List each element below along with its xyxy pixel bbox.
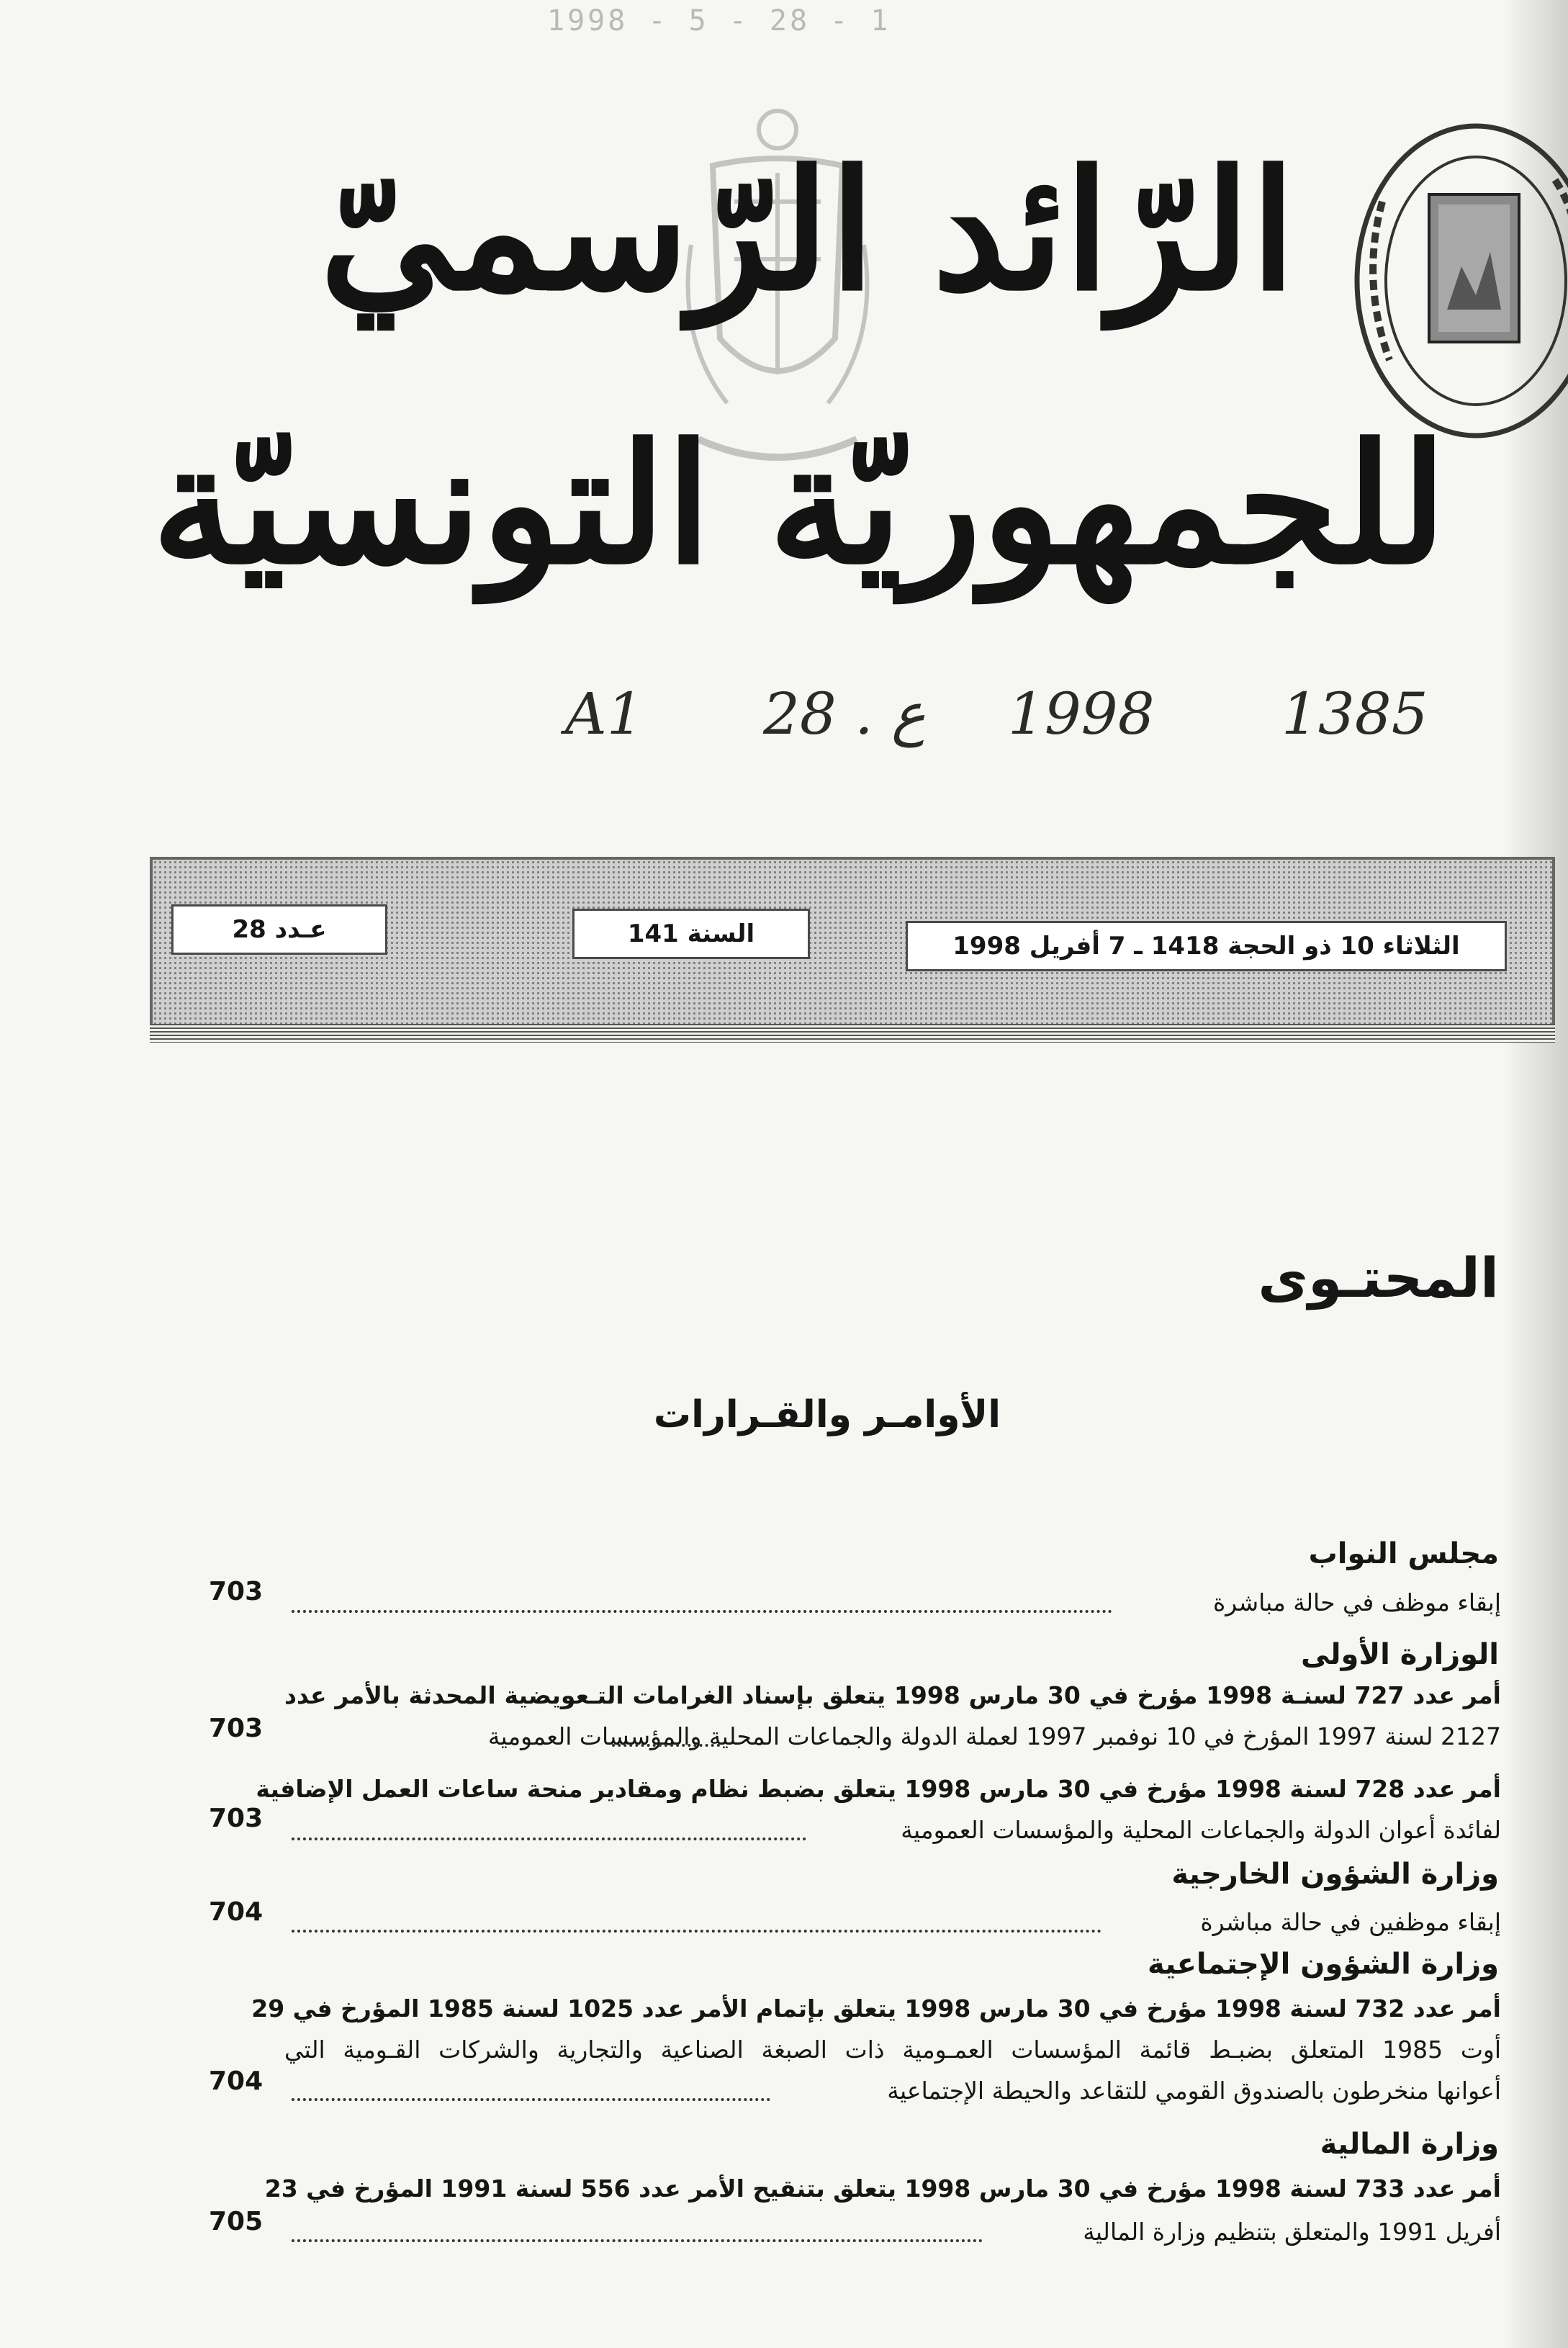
dot-leader — [292, 2236, 983, 2242]
entry-line: إبقاء موظف في حالة مباشرة — [1212, 1588, 1501, 1616]
entry-line: أمر عدد 732 لسنة 1998 مؤرخ في 30 مارس 1998 يتعلق بإتمام الأمر عدد 1025 لسنة 1985 المؤرخ في 29 — [251, 1994, 1501, 2023]
section-title: وزارة المالية — [1320, 2128, 1499, 2161]
page-number: 705 — [209, 2207, 263, 2236]
dot-leader — [292, 1607, 1112, 1613]
gazette-title-line-2: للجمهوريّة التونسيّة — [151, 408, 1447, 601]
handwritten-year: 1998 — [1008, 680, 1155, 747]
section-title: وزارة الشؤون الخارجية — [1171, 1858, 1499, 1891]
issue-date: الثلاثاء 10 ذو الحجة 1418 ـ 7 أفريل 1998 — [906, 921, 1507, 971]
dot-leader — [292, 2095, 770, 2101]
entry-line: إبقاء موظفين في حالة مباشرة — [1200, 1908, 1501, 1936]
contents-subtitle — [0, 1393, 1568, 1436]
page-number: 703 — [209, 1714, 263, 1743]
section-title: مجلس النواب — [1308, 1537, 1499, 1570]
handwritten-number: 1385 — [1281, 680, 1428, 747]
issue-year: السنة 141 — [572, 909, 810, 959]
gazette-title-line-1: الرّائد الرّسميّ — [320, 134, 1296, 327]
page-number: 703 — [209, 1577, 263, 1606]
entry-line: أوت 1985 المتعلق بضبـط قائمة المؤسسات العمـومية ذات الصبغة الصناعية والتجارية والشركات القـومية التي — [284, 2036, 1501, 2064]
page-number: 704 — [209, 2066, 263, 2096]
faint-bleed-through-text: 1998 - 5 - 28 - 1 — [547, 4, 891, 37]
page-number: 704 — [209, 1897, 263, 1927]
banner-page-edges — [150, 1024, 1555, 1043]
contents-subtitle-text: الأوامـر والقـرارات — [653, 1393, 1001, 1436]
entry-line: لفائدة أعوان الدولة والجماعات المحلية والمؤسسات العمومية — [901, 1816, 1501, 1844]
handwritten-ref: A1 — [565, 680, 644, 747]
entry-line: أمر عدد 727 لسنـة 1998 مؤرخ في 30 مارس 1998 يتعلق بإسناد الغرامات التـعويضية المحدثة بالأمر عدد — [284, 1681, 1501, 1709]
entry-line: 2127 لسنة 1997 المؤرخ في 10 نوفمبر 1997 لعملة الدولة والجماعات المحلية والمؤسسات العمومية — [487, 1722, 1501, 1750]
dot-leader — [292, 1927, 1101, 1933]
issue-number: عـدد 28 — [171, 904, 387, 955]
section-title: وزارة الشؤون الإجتماعية — [1147, 1948, 1499, 1981]
dot-leader — [612, 1741, 720, 1747]
section-title: الوزارة الأولى — [1301, 1638, 1499, 1671]
contents-title: المحتـوى — [1258, 1246, 1499, 1310]
handwritten-issue-day: 28 . ع — [763, 680, 926, 747]
dot-leader — [292, 1835, 806, 1840]
entry-line: أفريل 1991 والمتعلق بتنظيم وزارة المالية — [1083, 2218, 1501, 2246]
page-number: 703 — [209, 1804, 263, 1833]
library-stamp — [1339, 115, 1568, 446]
entry-line: أعوانها منخرطون بالصندوق القومي للتقاعد والحيطة الإجتماعية — [887, 2077, 1501, 2105]
entry-line: أمر عدد 733 لسنة 1998 مؤرخ في 30 مارس 1998 يتعلق بتنقيح الأمر عدد 556 لسنة 1991 المؤرخ في 23 — [264, 2174, 1501, 2203]
entry-line: أمر عدد 728 لسنة 1998 مؤرخ في 30 مارس 1998 يتعلق بضبط نظام ومقادير منحة ساعات العمل الإضافية — [256, 1775, 1501, 1803]
